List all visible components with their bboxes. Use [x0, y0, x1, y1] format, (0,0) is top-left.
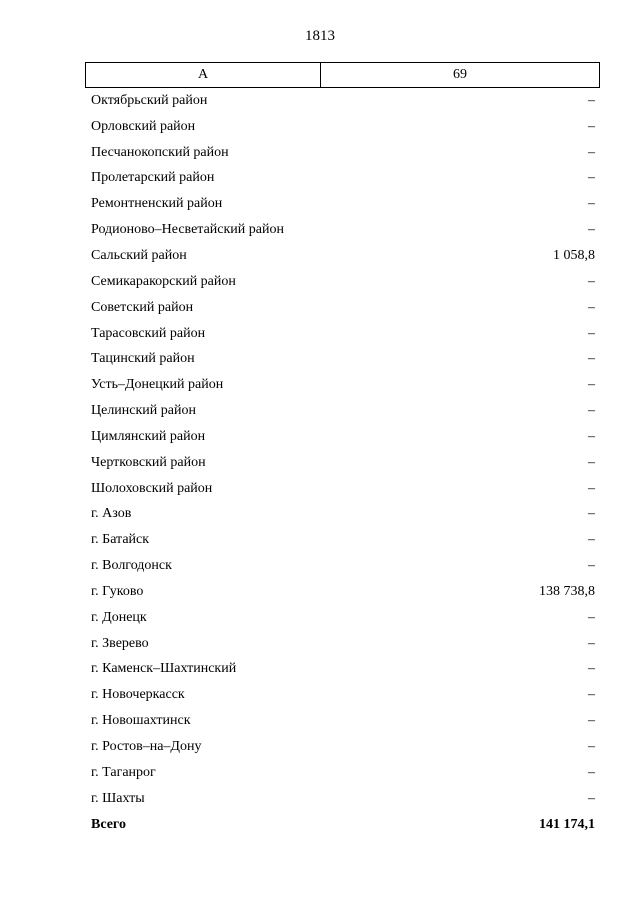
- table-row: [85, 243, 595, 269]
- row-value: –: [588, 403, 595, 419]
- row-value: –: [588, 609, 595, 625]
- row-value: –: [588, 273, 595, 289]
- row-name: Целинский район: [91, 403, 196, 419]
- table-row: [85, 140, 595, 166]
- table-row: [85, 269, 595, 295]
- row-value: –: [588, 92, 595, 108]
- table-row: [85, 321, 595, 347]
- row-value: –: [588, 377, 595, 393]
- table-row: [85, 760, 595, 786]
- total-row: [85, 812, 595, 838]
- table-row: [85, 346, 595, 372]
- table-row: [85, 734, 595, 760]
- row-value: –: [588, 222, 595, 238]
- table-row: [85, 424, 595, 450]
- table-row: [85, 502, 595, 528]
- row-name: г. Батайск: [91, 532, 150, 548]
- row-value: 1 058,8: [553, 247, 595, 263]
- row-value: –: [588, 454, 595, 470]
- row-value: –: [588, 713, 595, 729]
- row-name: Ремонтненский район: [91, 196, 223, 212]
- table-row: [85, 191, 595, 217]
- row-value: –: [588, 144, 595, 160]
- row-name: г. Шахты: [91, 790, 145, 806]
- row-name: Усть–Донецкий район: [91, 377, 224, 393]
- table-row: [85, 114, 595, 140]
- row-value: –: [588, 299, 595, 315]
- row-value: –: [588, 635, 595, 651]
- table-header: [85, 62, 600, 88]
- header-cell-a: А: [86, 63, 321, 87]
- page-number: 1813: [305, 28, 335, 44]
- row-value: –: [588, 351, 595, 367]
- row-name: г. Гуково: [91, 583, 144, 599]
- row-name: Семикаракорский район: [91, 273, 236, 289]
- total-label: Всего: [91, 816, 126, 832]
- row-name: г. Волгодонск: [91, 558, 172, 574]
- table-row: [85, 708, 595, 734]
- header-cell-69: 69: [453, 67, 467, 82]
- table-body: [85, 88, 595, 837]
- table-row: [85, 786, 595, 812]
- row-name: Песчанокопский район: [91, 144, 229, 160]
- table-row: [85, 553, 595, 579]
- row-name: Цимлянский район: [91, 428, 206, 444]
- row-value: –: [588, 790, 595, 806]
- row-name: г. Новошахтинск: [91, 713, 191, 729]
- row-name: г. Таганрог: [91, 764, 156, 780]
- row-value: –: [588, 532, 595, 548]
- table-row: [85, 398, 595, 424]
- row-value: –: [588, 687, 595, 703]
- table-row: [85, 631, 595, 657]
- row-value: –: [588, 558, 595, 574]
- row-value: –: [588, 480, 595, 496]
- row-name: Родионово–Несветайский район: [91, 222, 284, 238]
- row-name: г. Новочеркасск: [91, 687, 185, 703]
- row-value: –: [588, 739, 595, 755]
- table-row: [85, 682, 595, 708]
- table-row: [85, 217, 595, 243]
- row-name: г. Зверево: [91, 635, 149, 651]
- table-row: [85, 88, 595, 114]
- row-name: Тарасовский район: [91, 325, 206, 341]
- table-row: [85, 605, 595, 631]
- row-name: Шолоховский район: [91, 480, 213, 496]
- table-row: [85, 579, 595, 605]
- table-row: [85, 476, 595, 502]
- total-value: 141 174,1: [539, 816, 595, 832]
- row-name: Сальский район: [91, 247, 187, 263]
- row-name: Чертковский район: [91, 454, 206, 470]
- row-name: Орловский район: [91, 118, 196, 134]
- row-value: –: [588, 506, 595, 522]
- row-value: –: [588, 325, 595, 341]
- row-value: –: [588, 764, 595, 780]
- row-name: Октябрьский район: [91, 92, 208, 108]
- row-name: г. Ростов–на–Дону: [91, 739, 202, 755]
- table-row: [85, 166, 595, 192]
- row-value: –: [588, 196, 595, 212]
- row-value: –: [588, 428, 595, 444]
- row-value: –: [588, 170, 595, 186]
- table-row: [85, 450, 595, 476]
- table-row: [85, 372, 595, 398]
- table-row: [85, 527, 595, 553]
- table-row: [85, 295, 595, 321]
- row-value: –: [588, 661, 595, 677]
- row-name: Пролетарский район: [91, 170, 215, 186]
- row-name: Советский район: [91, 299, 194, 315]
- row-name: г. Азов: [91, 506, 132, 522]
- table-row: [85, 657, 595, 683]
- row-name: г. Донецк: [91, 609, 147, 625]
- row-name: Тацинский район: [91, 351, 195, 367]
- row-value: –: [588, 118, 595, 134]
- row-value: 138 738,8: [539, 583, 595, 599]
- row-name: г. Каменск–Шахтинский: [91, 661, 237, 677]
